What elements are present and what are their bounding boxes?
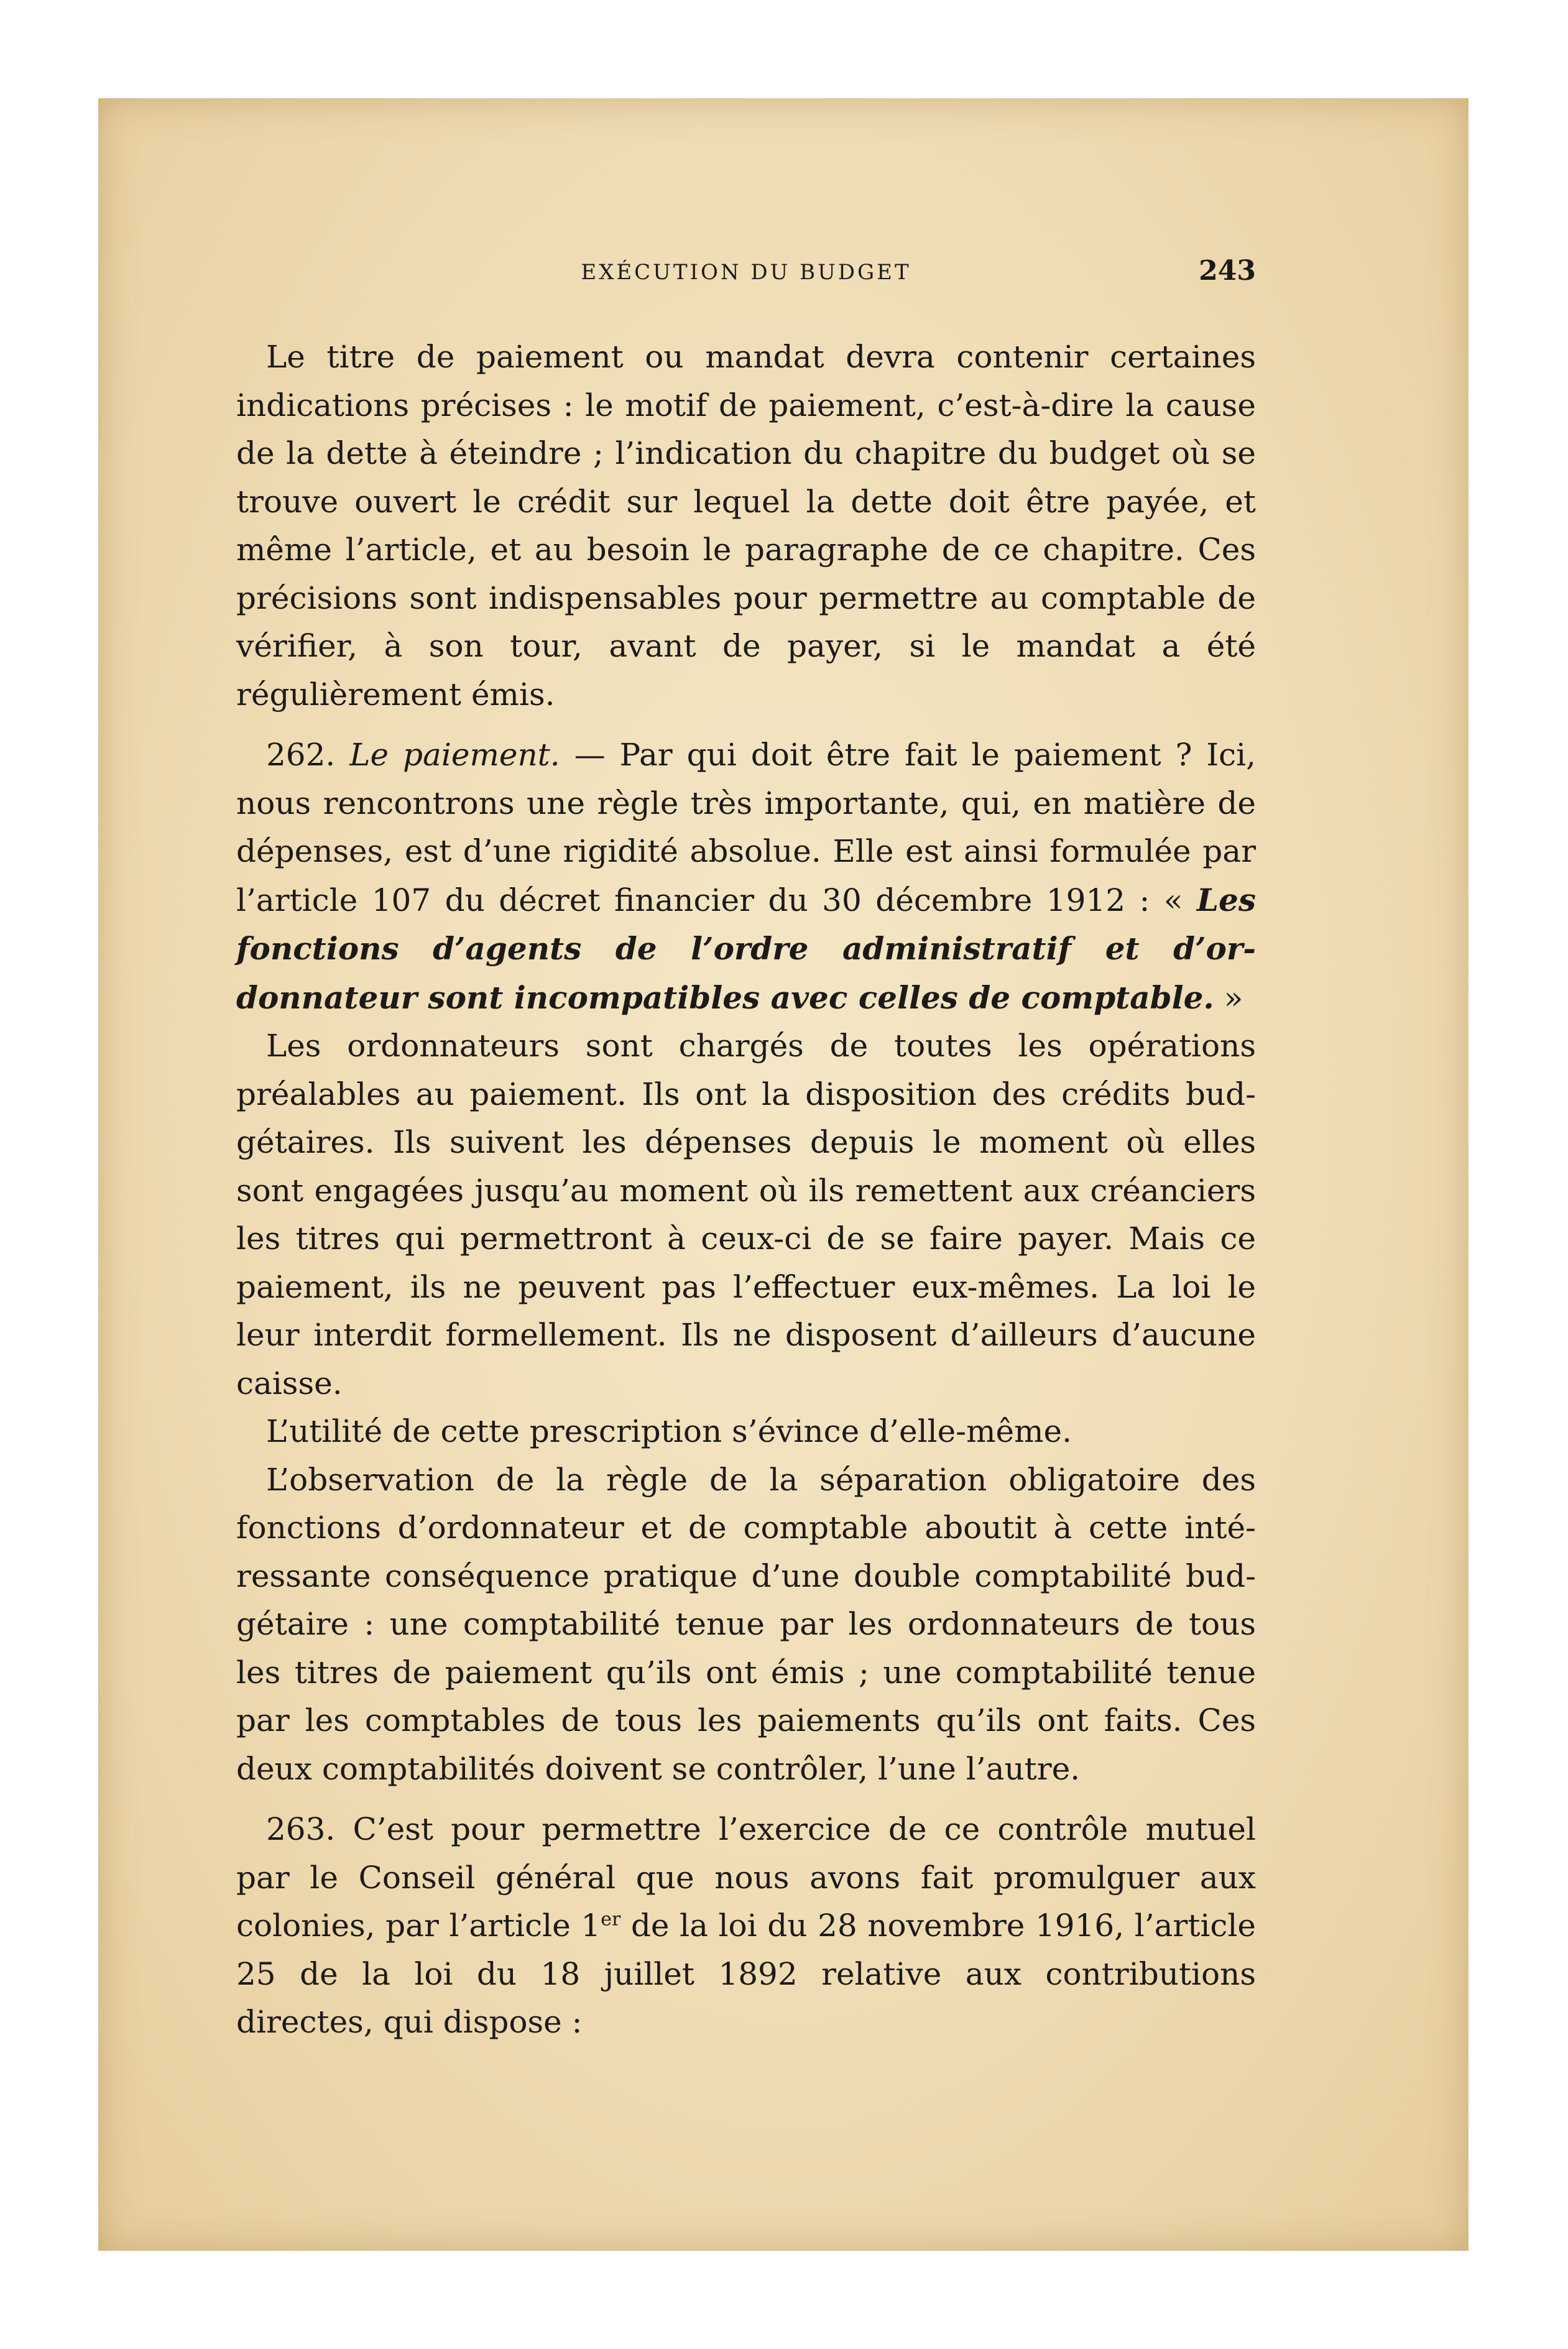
paragraph-utilite: L’utilité de cette prescription s’évince d’elle-même. xyxy=(266,1413,1072,1449)
paragraph-mandate-content: Le titre de paiement ou mandat devra contenir certaines indications précises : le motif de paiement, c’est-à-dire la cause de la dette à éteindre ; l’indication du chapitre du budget où se trouve ouvert le crédit sur lequel la dette doit être payée, et même l’article, et au besoin le paragraphe de ce chapitre. Ces précisions sont indispensables pour permettre au comptable de vérifier, à son tour, avant de payer, si le mandat a été régulièrement émis. xyxy=(236,339,1256,713)
section-number: 263. xyxy=(266,1811,336,1847)
paragraph-262 xyxy=(236,731,1256,1022)
paragraph-ordonnateurs: Les ordonnateurs sont chargés de toutes les opérations préalables au paiement. Ils ont la disposition des crédits budgétaires. Ils suivent les dépenses depuis le moment où elles sont engagées jusqu’au moment où ils remettent aux créanciers les titres qui permettront à ceux-ci de se faire payer. Mais ce paiement, ils ne peuvent pas l’effectuer eux-mêmes. La loi le leur interdit formellement. Ils ne disposent d’ailleurs d’aucune caisse. xyxy=(236,1028,1256,1401)
paragraph-text: — Par qui doit être fait le paiement ? Ici, nous rencontrons une règle très importante, qui, en matière de dépenses, est d’une rigidité absolue. Elle est ainsi formulée par l’article 107 du décret financier du 30 décembre 1912 : « xyxy=(236,737,1256,918)
section-title: Le paiement. xyxy=(349,737,560,773)
paragraph-text: de la loi du 28 novembre 1916, l’article 25 de la loi du 18 juillet 1892 relative aux contributions directes, qui dispose : xyxy=(236,1908,1256,2040)
page-number: 243 xyxy=(1199,255,1256,287)
paragraph-263 xyxy=(236,1806,1256,2047)
running-title: EXÉCUTION DU BUDGET xyxy=(581,260,911,285)
quote-close: » xyxy=(1214,979,1243,1016)
running-head xyxy=(236,255,1256,298)
quoted-article: Les fonctions d’agents de l’ordre administratif et d’ordonnateur sont incompatibles avec celles de comptable. xyxy=(236,881,1256,1016)
page-body xyxy=(236,255,1256,2047)
paragraph-text: C’est pour permettre l’exercice de ce contrôle mutuel par le Conseil général que nous avons fait promulguer aux colonies, par l’article 1 xyxy=(236,1811,1256,1944)
section-number: 262. xyxy=(266,737,336,773)
paragraph-observation: L’observation de la règle de la séparation obligatoire des fonctions d’ordonnateur et de comptable aboutit à cette intéressante conséquence pratique d’une double comptabilité budgétaire : une comptabilité tenue par les ordonnateurs de tous les titres de paiement qu’ils ont émis ; une comptabilité tenue par les comptables de tous les paiements qu’ils ont faits. Ces deux comptabilités doivent se contrôler, l’une l’autre. xyxy=(236,1461,1256,1787)
superscript: er xyxy=(601,1908,621,1931)
